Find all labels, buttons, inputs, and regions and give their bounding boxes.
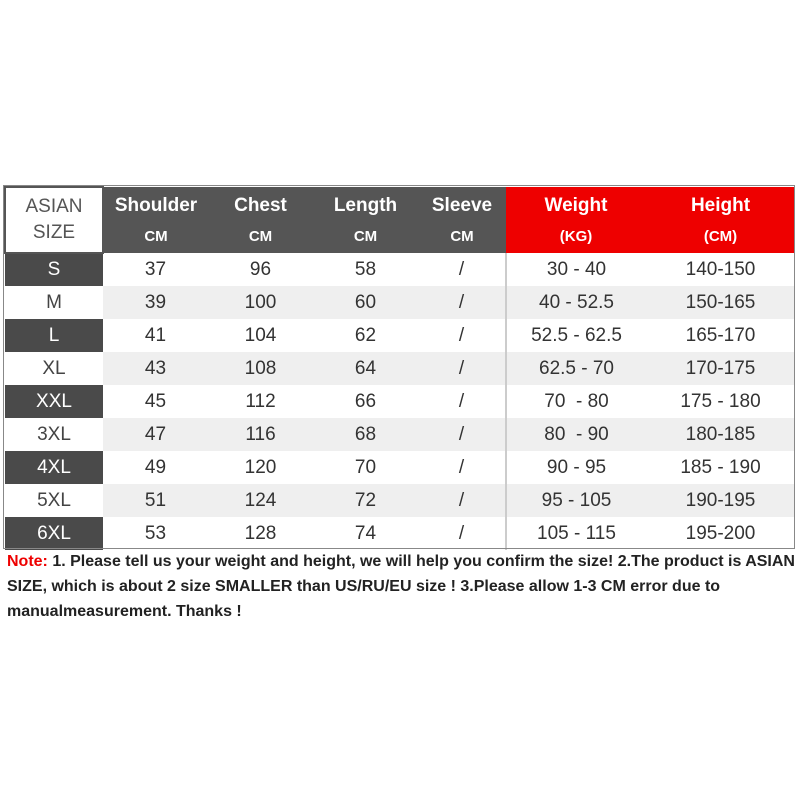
length-header [313,187,418,253]
length-value: 66 [313,385,418,418]
length-value: 68 [313,418,418,451]
height-value: 140-150 [646,253,795,286]
height-value: 185 - 190 [646,451,795,484]
weight-value: 52.5 - 62.5 [506,319,646,352]
weight-header [506,187,646,253]
chest-value: 124 [208,484,313,517]
length-value: 58 [313,253,418,286]
chest-value: 100 [208,286,313,319]
height-value: 190-195 [646,484,795,517]
sleeve-value: / [418,418,506,451]
length-value: 62 [313,319,418,352]
shoulder-value: 49 [103,451,208,484]
shoulder-value: 37 [103,253,208,286]
table-row [5,484,795,517]
length-value: 60 [313,286,418,319]
size-label: L [5,319,103,352]
size-label: XL [5,352,103,385]
table-row [5,451,795,484]
table-header-row [5,187,795,253]
chest-header-unit: CM [248,227,273,245]
length-header-unit: CM [353,227,378,245]
weight-value: 70 - 80 [506,385,646,418]
sleeve-header-label: Sleeve [431,194,493,216]
shoulder-header-unit: CM [144,227,168,245]
sleeve-header [418,187,506,253]
chest-value: 108 [208,352,313,385]
sleeve-value: / [418,286,506,319]
size-label: 4XL [5,451,103,484]
weight-value: 40 - 52.5 [506,286,646,319]
height-value: 195-200 [646,517,795,550]
weight-value: 95 - 105 [506,484,646,517]
shoulder-value: 53 [103,517,208,550]
sleeve-value: / [418,253,506,286]
size-note [7,549,797,624]
weight-header-unit: (KG) [559,227,593,245]
note-text: 1. Please tell us your weight and height, we will help you confirm the size! 2.The product is ASIAN SIZE, which is about 2 size SMALLER than US/RU/EU size ! 3.Please allow 1-3 CM error due to manualmeasurement. Thanks ! [7,553,795,620]
weight-value: 105 - 115 [506,517,646,550]
weight-value: 80 - 90 [506,418,646,451]
asian-size-header [5,187,103,253]
asian-size-line2: SIZE [32,222,76,243]
size-table [4,186,795,550]
weight-value: 30 - 40 [506,253,646,286]
table-row [5,286,795,319]
height-header-unit: (CM) [703,227,738,245]
chest-value: 104 [208,319,313,352]
shoulder-value: 39 [103,286,208,319]
table-row [5,385,795,418]
chest-header [208,187,313,253]
table-row [5,319,795,352]
height-value: 150-165 [646,286,795,319]
shoulder-value: 43 [103,352,208,385]
table-row [5,517,795,550]
height-header-label: Height [690,194,751,216]
height-value: 170-175 [646,352,795,385]
size-chart [4,186,794,550]
chest-value: 120 [208,451,313,484]
table-row [5,352,795,385]
shoulder-header-label: Shoulder [114,194,198,216]
shoulder-header [103,187,208,253]
height-value: 180-185 [646,418,795,451]
length-value: 70 [313,451,418,484]
note-label: Note: [7,553,48,570]
shoulder-value: 51 [103,484,208,517]
sleeve-value: / [418,385,506,418]
chest-header-label: Chest [234,194,287,216]
height-value: 165-170 [646,319,795,352]
weight-header-label: Weight [544,194,608,216]
chest-value: 112 [208,385,313,418]
size-label: 3XL [5,418,103,451]
length-value: 64 [313,352,418,385]
sleeve-value: / [418,451,506,484]
size-label: 6XL [5,517,103,550]
weight-value: 90 - 95 [506,451,646,484]
sleeve-value: / [418,484,506,517]
sleeve-header-unit: CM [450,227,474,245]
weight-value: 62.5 - 70 [506,352,646,385]
length-value: 74 [313,517,418,550]
table-row [5,253,795,286]
shoulder-value: 45 [103,385,208,418]
table-row [5,418,795,451]
size-label: XXL [5,385,103,418]
length-value: 72 [313,484,418,517]
size-label: S [5,253,103,286]
shoulder-value: 47 [103,418,208,451]
size-label: M [5,286,103,319]
chest-value: 96 [208,253,313,286]
chest-value: 116 [208,418,313,451]
length-header-label: Length [333,194,398,216]
chest-value: 128 [208,517,313,550]
size-label: 5XL [5,484,103,517]
height-value: 175 - 180 [646,385,795,418]
sleeve-value: / [418,517,506,550]
sleeve-value: / [418,352,506,385]
asian-size-line1: ASIAN [25,196,83,217]
shoulder-value: 41 [103,319,208,352]
height-header [646,187,795,253]
sleeve-value: / [418,319,506,352]
